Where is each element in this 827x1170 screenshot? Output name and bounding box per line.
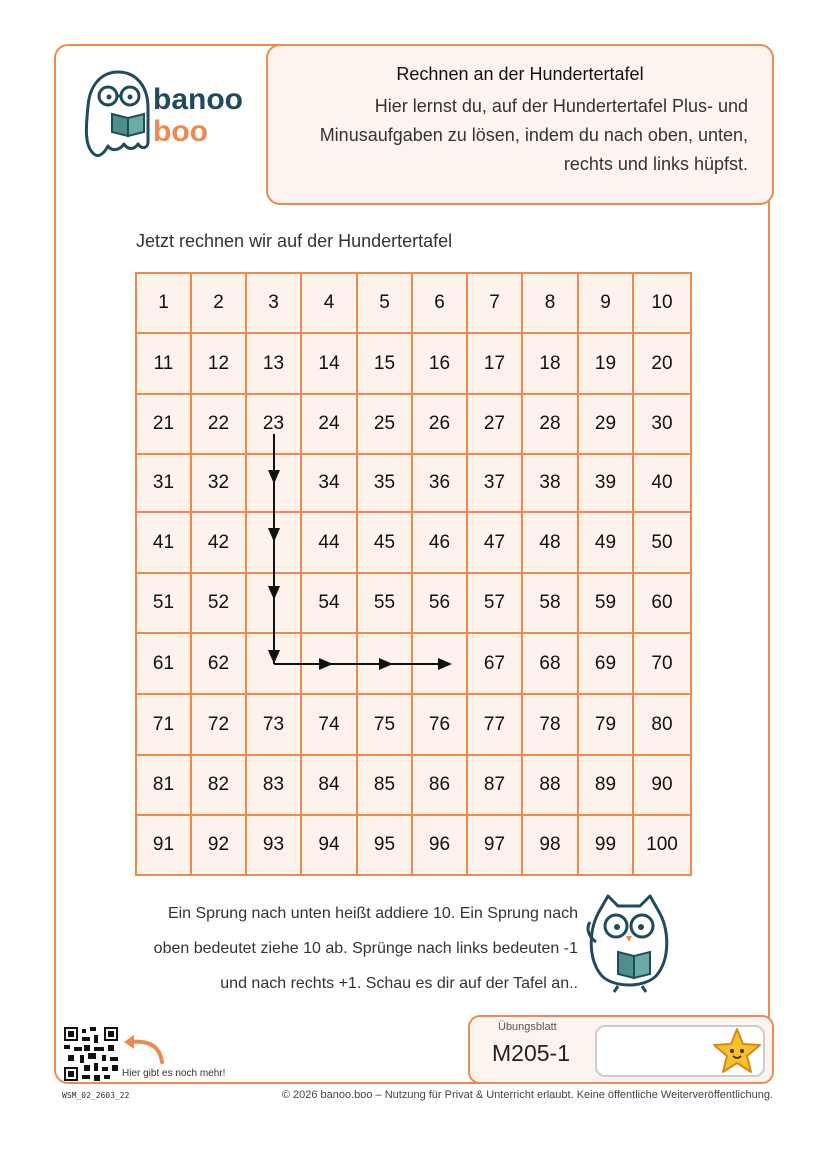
grid-cell: 28: [521, 393, 579, 455]
grid-cell: 69: [577, 632, 634, 695]
grid-cell: 97: [466, 814, 523, 876]
grid-cell: 59: [577, 572, 634, 634]
grid-cell: 82: [190, 754, 247, 816]
grid-cell: 54: [300, 572, 358, 634]
grid-cell: [300, 632, 358, 695]
grid-cell: 6: [411, 272, 468, 334]
grid-cell: 87: [466, 754, 523, 816]
grid-cell: 44: [300, 511, 358, 574]
grid-cell: 16: [411, 332, 468, 395]
grid-cell: [245, 453, 302, 513]
hundred-chart: [135, 272, 692, 876]
grid-cell: 7: [466, 272, 523, 334]
grid-cell: 1: [135, 272, 192, 334]
grid-cell: 98: [521, 814, 579, 876]
grid-cell: 32: [190, 453, 247, 513]
grid-cell: 55: [356, 572, 413, 634]
grid-cell: [245, 511, 302, 574]
grid-cell: 68: [521, 632, 579, 695]
grid-cell: 11: [135, 332, 192, 395]
grid-cell: 73: [245, 693, 302, 756]
grid-cell: 22: [190, 393, 247, 455]
worksheet-label: Übungsblatt: [498, 1021, 557, 1033]
grid-cell: 39: [577, 453, 634, 513]
grid-cell: 76: [411, 693, 468, 756]
grid-cell: 42: [190, 511, 247, 574]
grid-cell: 30: [632, 393, 692, 455]
grid-cell: 74: [300, 693, 358, 756]
grid-cell: 84: [300, 754, 358, 816]
grid-cell: 99: [577, 814, 634, 876]
grid-cell: 8: [521, 272, 579, 334]
grid-cell: 52: [190, 572, 247, 634]
grid-cell: 40: [632, 453, 692, 513]
grid-cell: 27: [466, 393, 523, 455]
grid-cell: 34: [300, 453, 358, 513]
grid-cell: 60: [632, 572, 692, 634]
instruction-text: Ein Sprung nach unten heißt addiere 10. Ein Sprung nach oben bedeutet ziehe 10 ab. Sprünge nach links bedeuten -1 und nach rechts +1. Schau es dir auf der Tafel an..: [153, 905, 578, 992]
header-box: [266, 44, 774, 205]
grid-cell: 46: [411, 511, 468, 574]
grid-cell: [245, 572, 302, 634]
grid-cell: [411, 632, 468, 695]
grid-cell: 85: [356, 754, 413, 816]
grid-cell: 25: [356, 393, 413, 455]
grid-cell: 88: [521, 754, 579, 816]
page-title: Rechnen an der Hundertertafel: [396, 64, 644, 84]
grid-cell: 58: [521, 572, 579, 634]
grid-cell: 26: [411, 393, 468, 455]
worksheet-code: M205-1: [492, 1040, 570, 1066]
grid-cell: 29: [577, 393, 634, 455]
grid-cell: 78: [521, 693, 579, 756]
grid-cell: 38: [521, 453, 579, 513]
grid-cell: 50: [632, 511, 692, 574]
grid-cell: 9: [577, 272, 634, 334]
grid-cell: 31: [135, 453, 192, 513]
grid-cell: 77: [466, 693, 523, 756]
page-description: Hier lernst du, auf der Hundertertafel Plus- und Minusaufgaben zu lösen, indem du nach oben, unten, rechts und links hüpfst.: [319, 96, 748, 174]
exercise-subtitle: Jetzt rechnen wir auf der Hundertertafel: [136, 231, 453, 251]
grid-cell: 37: [466, 453, 523, 513]
grid-cell: 71: [135, 693, 192, 756]
grid-cell: 23: [245, 393, 302, 455]
brand-line-1: banoo: [153, 83, 243, 116]
grid-cell: 93: [245, 814, 302, 876]
grid-cell: 61: [135, 632, 192, 695]
grid-cell: 18: [521, 332, 579, 395]
owl-icon: [578, 890, 688, 999]
grid-cell: 91: [135, 814, 192, 876]
grid-cell: 75: [356, 693, 413, 756]
star-icon: [710, 1026, 764, 1081]
grid-cell: 83: [245, 754, 302, 816]
grid-cell: 72: [190, 693, 247, 756]
grid-cell: 13: [245, 332, 302, 395]
grid-cell: 21: [135, 393, 192, 455]
grid-cell: 79: [577, 693, 634, 756]
grid-cell: 51: [135, 572, 192, 634]
document-code: WSM_02_2603_22: [62, 1091, 130, 1100]
ghost-logo-icon: [78, 66, 152, 167]
grid-cell: 3: [245, 272, 302, 334]
grid-cell: 5: [356, 272, 413, 334]
grid-cell: 62: [190, 632, 247, 695]
grid-cell: 94: [300, 814, 358, 876]
grid-cell: 90: [632, 754, 692, 816]
grid-cell: 15: [356, 332, 413, 395]
grid-cell: 17: [466, 332, 523, 395]
qr-code-icon[interactable]: [64, 1027, 118, 1081]
grid-cell: 36: [411, 453, 468, 513]
grid-cell: 12: [190, 332, 247, 395]
grid-cell: 70: [632, 632, 692, 695]
grid-cell: 95: [356, 814, 413, 876]
grid-cell: 57: [466, 572, 523, 634]
grid-cell: 80: [632, 693, 692, 756]
curved-arrow-icon: [120, 1032, 170, 1071]
grid-cell: 14: [300, 332, 358, 395]
grid-cell: 81: [135, 754, 192, 816]
grid-cell: 96: [411, 814, 468, 876]
brand-name: [153, 84, 243, 148]
grid-cell: 48: [521, 511, 579, 574]
grid-cell: [245, 632, 302, 695]
grid-cell: 4: [300, 272, 358, 334]
grid-cell: 20: [632, 332, 692, 395]
grid-cell: 47: [466, 511, 523, 574]
grid-cell: [356, 632, 413, 695]
grid-cell: 56: [411, 572, 468, 634]
grid-cell: 24: [300, 393, 358, 455]
brand-line-2: boo: [153, 115, 208, 148]
copyright-text: © 2026 banoo.boo – Nutzung für Privat & Unterricht erlaubt. Keine öffentliche Weiterveröffentlichung.: [281, 1089, 773, 1101]
qr-caption: Hier gibt es noch mehr!: [122, 1068, 226, 1079]
grid-cell: 45: [356, 511, 413, 574]
grid-cell: 100: [632, 814, 692, 876]
grid-cell: 67: [466, 632, 523, 695]
grid-cell: 41: [135, 511, 192, 574]
grid-cell: 2: [190, 272, 247, 334]
grid-cell: 19: [577, 332, 634, 395]
grid-cell: 10: [632, 272, 692, 334]
grid-cell: 89: [577, 754, 634, 816]
grid-cell: 86: [411, 754, 468, 816]
grid-cell: 92: [190, 814, 247, 876]
grid-cell: 35: [356, 453, 413, 513]
grid-cell: 49: [577, 511, 634, 574]
